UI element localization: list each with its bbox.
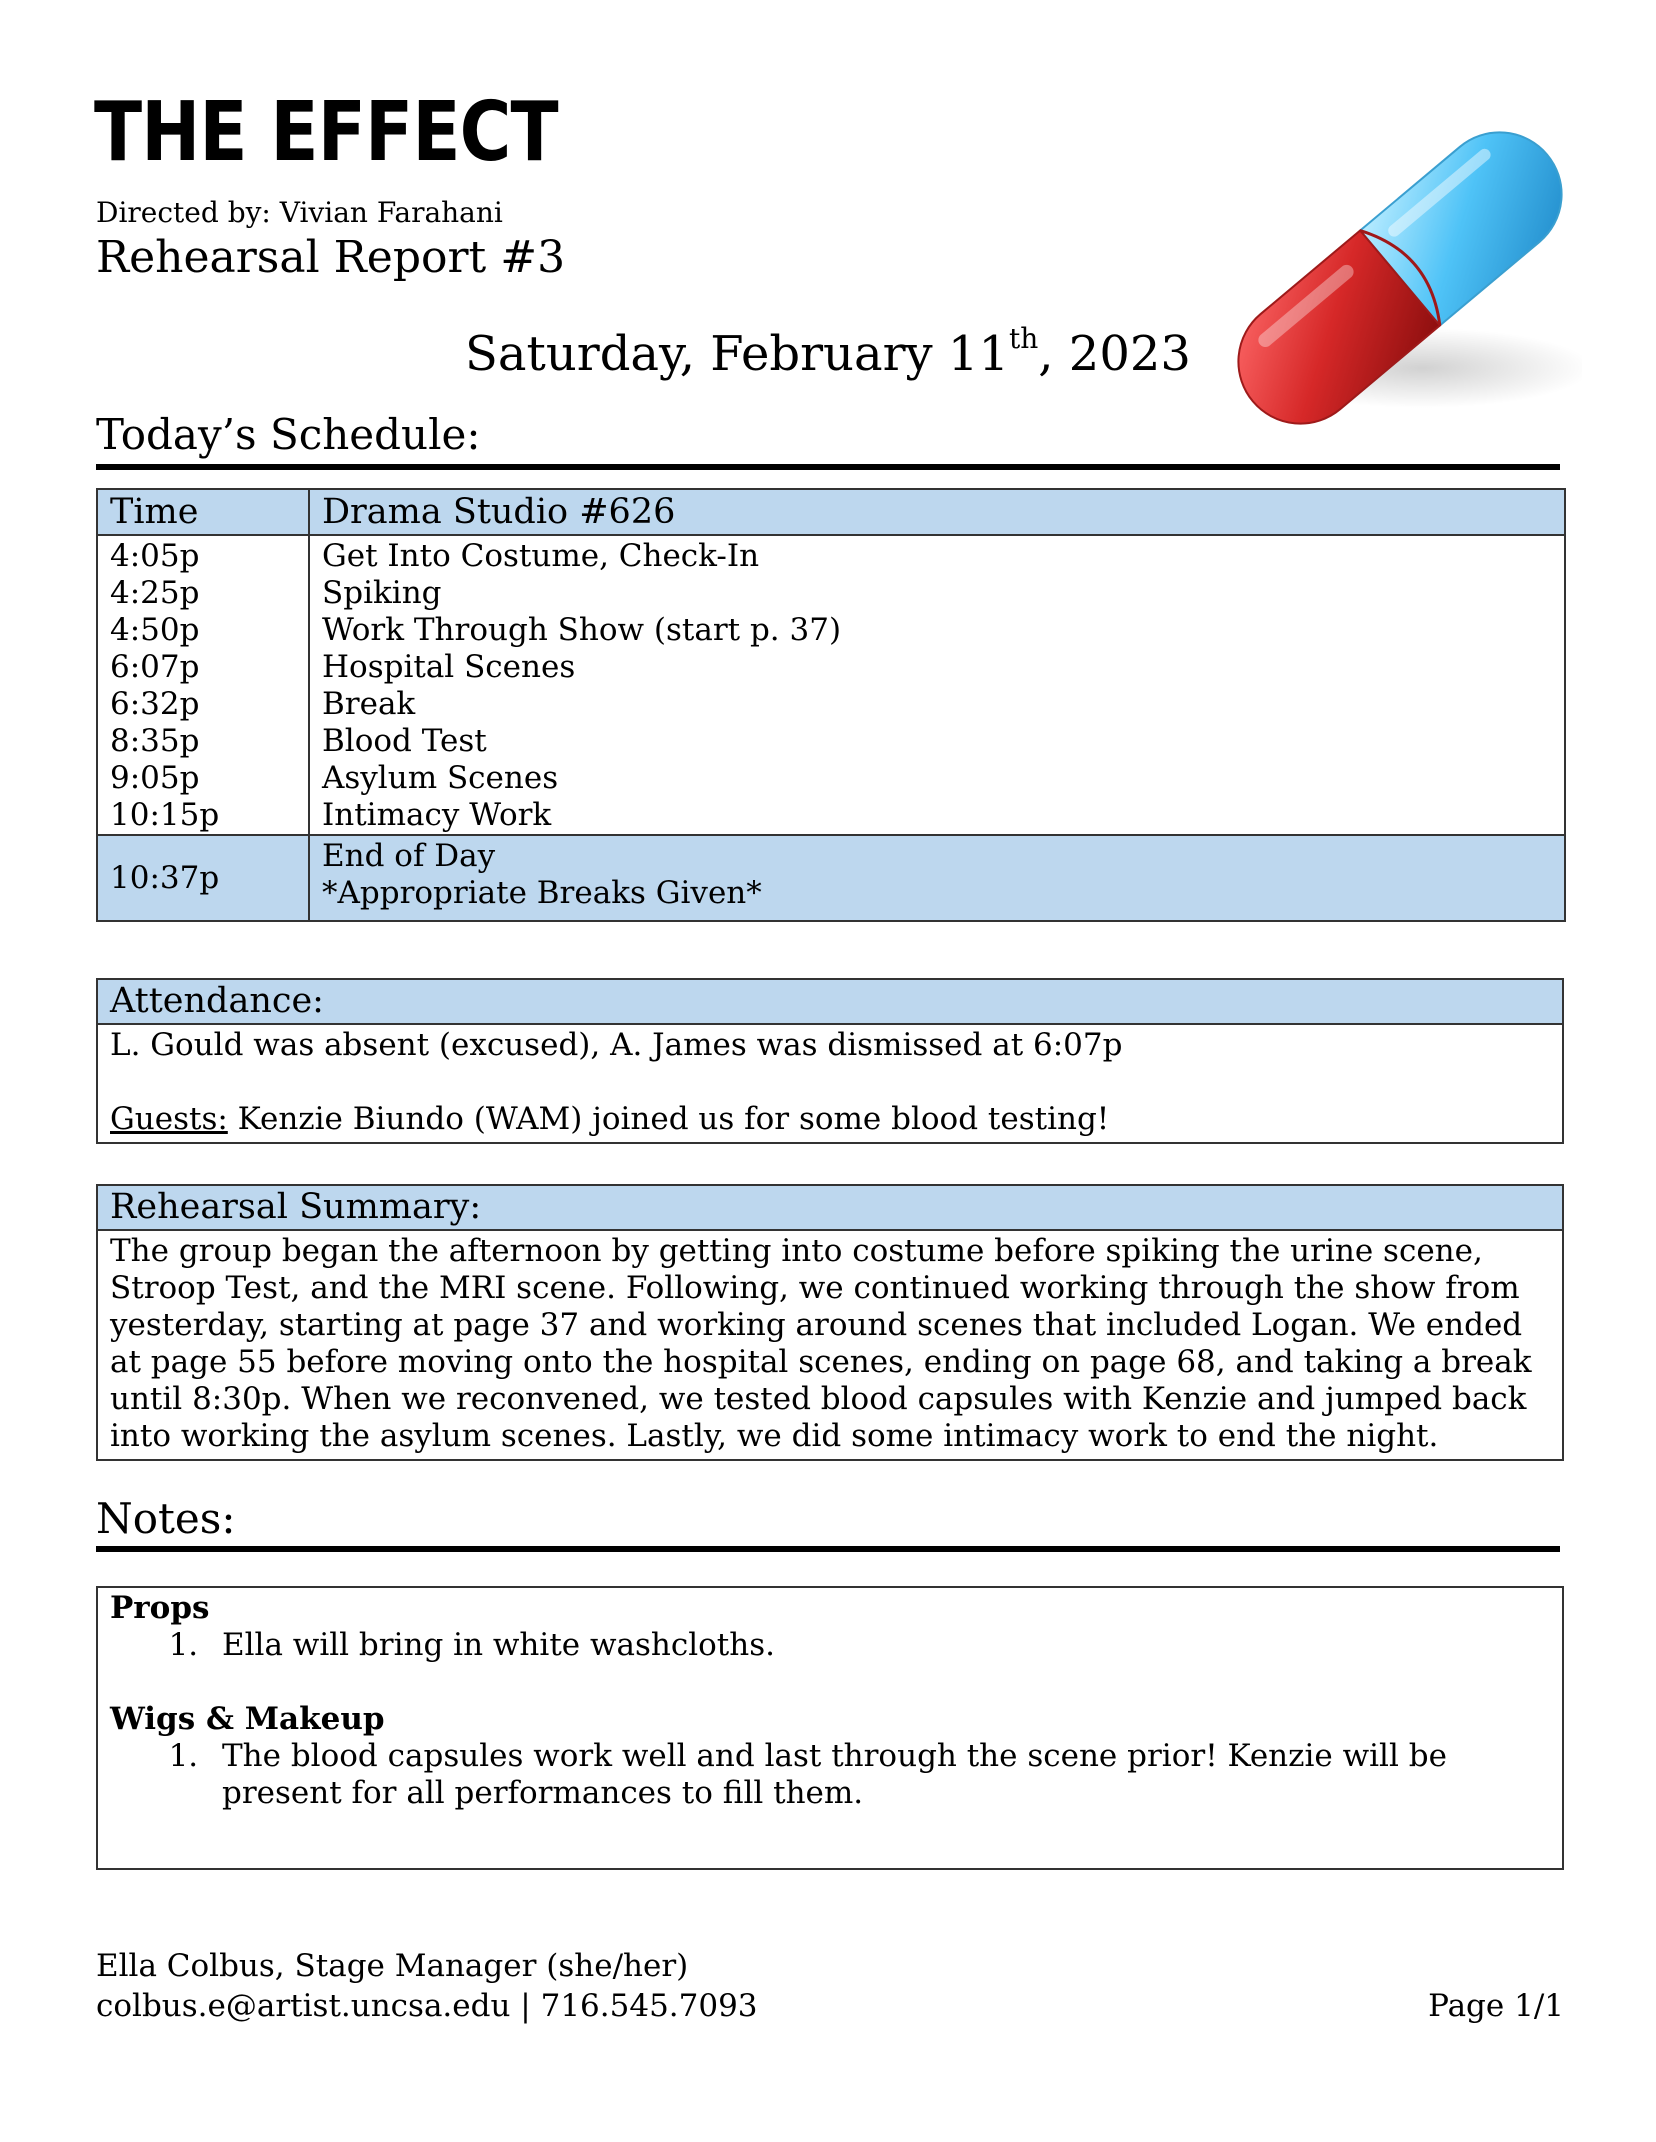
row-time: 10:15p <box>97 797 309 835</box>
summary-text: The group began the afternoon by getting into costume before spiking the urine scene, Stroop Test, and the MRI scene. Following, we continued working through the show from yesterday, starting at page 37 and working around scenes that included Logan. We ended at page 55 before moving onto the hospital scenes, ending on page 68, and taking a break until 8:30p. When we reconvened, we tested blood capsules with Kenzie and jumped back into working the asylum scenes. Lastly, we did some intimacy work to end the night. <box>110 1233 1532 1454</box>
table-row <box>97 535 1565 575</box>
attendance-heading: Attendance: <box>98 980 1562 1025</box>
report-title: Rehearsal Report #3 <box>96 232 566 283</box>
contact-info: colbus.e@artist.uncsa.edu | 716.545.7093 <box>96 1988 758 2024</box>
schedule-table <box>96 488 1566 922</box>
row-item: Blood Test <box>309 723 1565 760</box>
footer-contact <box>96 1946 758 2026</box>
end-of-day-row <box>97 835 1565 921</box>
table-row <box>97 797 1565 835</box>
row-item: Asylum Scenes <box>309 760 1565 797</box>
stage-manager-name: Ella Colbus, Stage Manager (she/her) <box>96 1948 689 1984</box>
notes-rule <box>96 1546 1560 1552</box>
row-item: Intimacy Work <box>309 797 1565 835</box>
schedule-header-row <box>97 489 1565 535</box>
breaks-note: *Appropriate Breaks Given* <box>322 875 762 911</box>
guests-line <box>110 1101 1550 1138</box>
row-item: Hospital Scenes <box>309 649 1565 686</box>
notes-body <box>98 1588 1562 1812</box>
summary-box <box>96 1184 1564 1461</box>
row-time: 4:05p <box>97 535 309 575</box>
row-item: Work Through Show (start p. 37) <box>309 612 1565 649</box>
attendance-body <box>98 1025 1562 1142</box>
schedule-rule <box>96 464 1560 470</box>
table-row <box>97 649 1565 686</box>
table-row <box>97 686 1565 723</box>
row-time: 6:07p <box>97 649 309 686</box>
end-of-day-label: End of Day <box>322 838 496 874</box>
end-of-day-cell <box>309 835 1565 921</box>
notes-heading: Notes: <box>96 1494 236 1543</box>
col-location-header: Drama Studio #626 <box>309 489 1565 535</box>
col-time-header: Time <box>97 489 309 535</box>
row-time: 4:50p <box>97 612 309 649</box>
summary-heading: Rehearsal Summary: <box>98 1186 1562 1231</box>
row-time: 9:05p <box>97 760 309 797</box>
notes-box <box>96 1586 1564 1870</box>
list-item: 1. Ella will bring in white washcloths. <box>208 1627 1550 1664</box>
row-item: Get Into Costume, Check-In <box>309 535 1565 575</box>
list-item: 1. The blood capsules work well and last through the scene prior! Kenzie will be present for all performances to fill them. <box>208 1738 1550 1812</box>
row-time: 8:35p <box>97 723 309 760</box>
table-row <box>97 723 1565 760</box>
row-time: 6:32p <box>97 686 309 723</box>
props-list <box>110 1627 1550 1664</box>
director-credit: Directed by: Vivian Farahani <box>96 196 503 229</box>
table-row <box>97 612 1565 649</box>
attendance-box <box>96 978 1564 1144</box>
show-title: THE EFFECT <box>94 85 558 180</box>
schedule-heading: Today’s Schedule: <box>96 410 481 459</box>
guests-text: Kenzie Biundo (WAM) joined us for some blood testing! <box>227 1101 1110 1137</box>
pill-capsule-icon <box>1222 118 1582 438</box>
row-time: 4:25p <box>97 575 309 612</box>
guests-label: Guests: <box>110 1101 228 1137</box>
attendance-text: L. Gould was absent (excused), A. James was dismissed at 6:07p <box>110 1027 1123 1063</box>
row-item: Spiking <box>309 575 1565 612</box>
table-row <box>97 575 1565 612</box>
wigs-makeup-list <box>110 1738 1550 1812</box>
end-time: 10:37p <box>97 835 309 921</box>
row-item: Break <box>309 686 1565 723</box>
note-category-props: Props <box>110 1590 210 1626</box>
note-category-wigs-makeup: Wigs & Makeup <box>110 1701 385 1737</box>
page-number: Page 1/1 <box>1428 1988 1564 2024</box>
report-date: Saturday, February 11th, 2023 <box>465 322 1191 382</box>
table-row <box>97 760 1565 797</box>
